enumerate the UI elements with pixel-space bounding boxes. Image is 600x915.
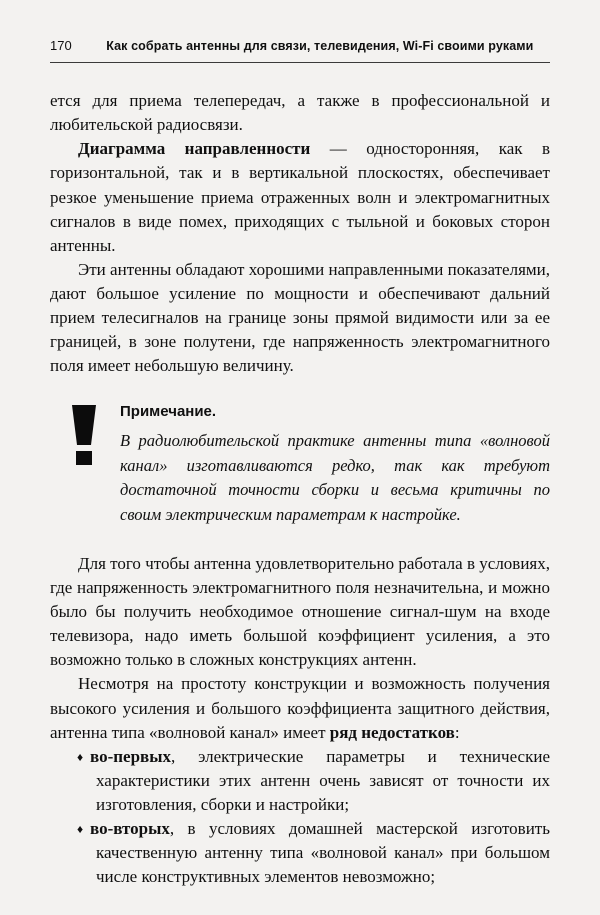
diamond-bullet-icon: ♦ (77, 749, 84, 764)
note-content (120, 401, 550, 528)
exclamation-icon (68, 401, 100, 465)
page-body (50, 89, 550, 890)
bold-term: ряд недостатков (329, 722, 455, 742)
paragraph-antenna-gain: Эти антенны обладают хорошими направленными показателями, дают большое усиление по мощности и обеспечивают дальний прием телесигналов на границе зоны прямой видимости или за ее границей, в зоне полутени, где напряженность электромагнитного поля имеет небольшую величину. (50, 259, 550, 376)
paragraph-radiation-pattern (50, 137, 550, 258)
list-item (50, 745, 550, 817)
diamond-bullet-icon: ♦ (77, 822, 84, 837)
list-item (50, 817, 550, 889)
paragraph-continuation: ется для приема телепередач, а также в профессиональной и любительской радиосвязи. (50, 91, 550, 135)
note-box (68, 401, 550, 528)
page-number: 170 (50, 38, 72, 53)
paragraph-drawbacks-intro (50, 672, 550, 744)
paragraph-text: Несмотря на простоту конструкции и возможность получения высокого усиления и большого коэффициента защитного действия, антенна типа «волновой канал» имеет (50, 674, 550, 742)
bold-term: во-вторых (90, 819, 170, 839)
header-rule (50, 62, 550, 63)
page-header (50, 0, 550, 53)
paragraph-signal-noise: Для того чтобы антенна удовлетворительно работала в условиях, где напряженность электромагнитного поля незначительна, и можно было бы получить необходимое отношение сигнал-шум на входе телевизора, надо иметь большой коэффициент усиления, а это возможно только в сложных конструкциях антенн. (50, 553, 550, 670)
bullet-list (50, 745, 550, 890)
list-item-text: , электрические параметры и технические характеристики этих антенн очень зависят от точности их изготовления, сборки и настройки; (96, 746, 550, 815)
bold-term: во-первых (90, 746, 171, 766)
bold-term: Диаграмма направленности (78, 139, 311, 159)
note-title: Примечание. (120, 402, 217, 420)
running-title: Как собрать антенны для связи, телевидения, Wi-Fi своими руками (106, 39, 534, 53)
paragraph-text: — односторонняя, как в горизонтальной, так и в вертикальной плоскостях, обеспечивает резкое уменьшение приема отраженных волн и электромагнитных сигналов в виде помех, приходящих с тыльной и боковых сторон антенны. (50, 139, 550, 255)
note-body: В радиолюбительской практике антенны типа «волновой канал» изготавливаются редко, так как требуют достаточной точности сборки и весьма критичны по своим электрическим параметрам к настройке. (120, 430, 550, 525)
paragraph-text: : (454, 722, 460, 742)
list-item-text: , в условиях домашней мастерской изготовить качественную антенну типа «волновой канал» при большом числе конструктивных элементов невозможно; (96, 819, 550, 887)
